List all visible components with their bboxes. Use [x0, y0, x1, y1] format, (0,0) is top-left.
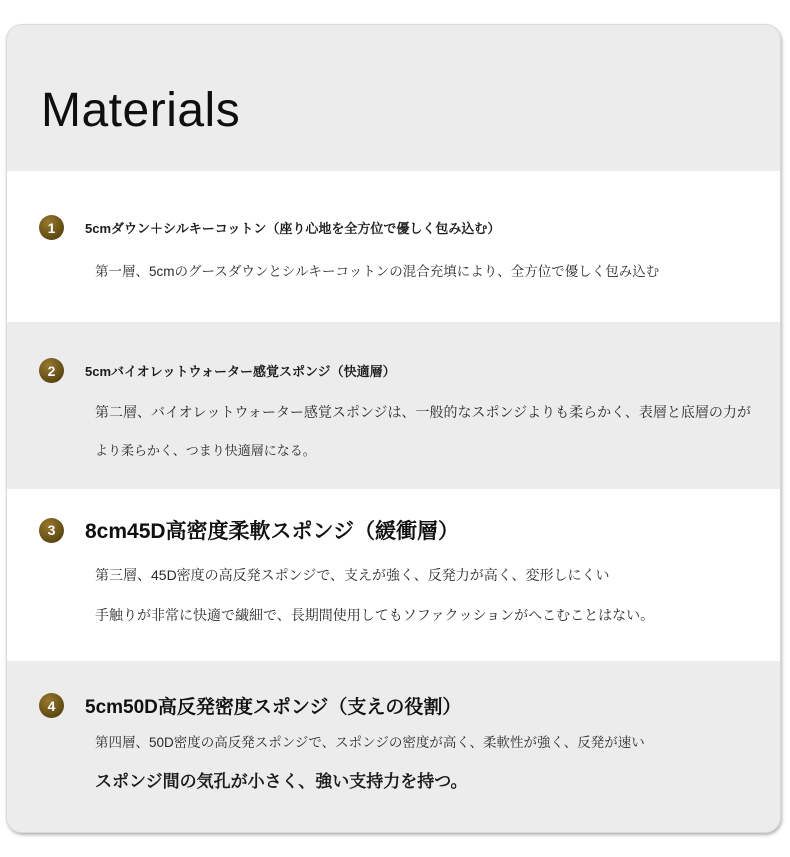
section-1-title: 5cmダウン＋シルキーコットン（座り心地を全方位で優しく包み込む） — [85, 221, 501, 236]
step-3-badge — [39, 518, 64, 543]
materials-card — [6, 24, 781, 833]
section-1-body-line: 第一層、5cmのグースダウンとシルキーコットンの混合充填により、全方位で優しく包み込む — [95, 264, 660, 279]
section-3-body-line: 第三層、45D密度の高反発スポンジで、支えが強く、反発力が高く、変形しにくい — [95, 567, 610, 583]
section-layer-3 — [7, 489, 780, 661]
section-3-title: 8cm45D高密度柔軟スポンジ（緩衝層） — [85, 520, 460, 543]
section-layer-2 — [7, 322, 780, 489]
section-2-heading — [39, 358, 396, 383]
section-3-body-line: 手触りが非常に快適で繊細で、長期間使用してもソファクッションがへこむことはない。 — [95, 607, 655, 623]
section-1-heading — [39, 215, 500, 240]
step-1-badge — [39, 215, 64, 240]
section-layer-1 — [7, 171, 780, 322]
step-2-badge — [39, 358, 64, 383]
section-2-title: 5cmバイオレットウォーター感覚スポンジ（快適層） — [85, 364, 396, 379]
card-header — [7, 25, 780, 171]
section-2-body-line: より柔らかく、つまり快適層になる。 — [95, 443, 316, 458]
step-3-number: 3 — [47, 522, 56, 538]
section-4-heading — [39, 692, 461, 719]
section-4-body-line-emphasis: スポンジ間の気孔が小さく、強い支持力を持つ。 — [95, 772, 468, 791]
step-2-number: 2 — [47, 362, 56, 379]
step-1-number: 1 — [47, 219, 56, 236]
step-4-number: 4 — [47, 697, 56, 714]
section-layer-4 — [7, 661, 780, 833]
page-title: Materials — [41, 84, 241, 137]
section-2-body-line: 第二層、バイオレットウォーター感覚スポンジは、一般的なスポンジよりも柔らかく、表層と底層の力が — [95, 404, 751, 420]
step-4-badge — [39, 693, 64, 718]
section-4-title: 5cm50D高反発密度スポンジ（支えの役割） — [85, 697, 462, 718]
section-3-heading — [39, 515, 459, 545]
section-4-body-line: 第四層、50D密度の高反発スポンジで、スポンジの密度が高く、柔軟性が強く、反発が速い — [95, 735, 645, 750]
